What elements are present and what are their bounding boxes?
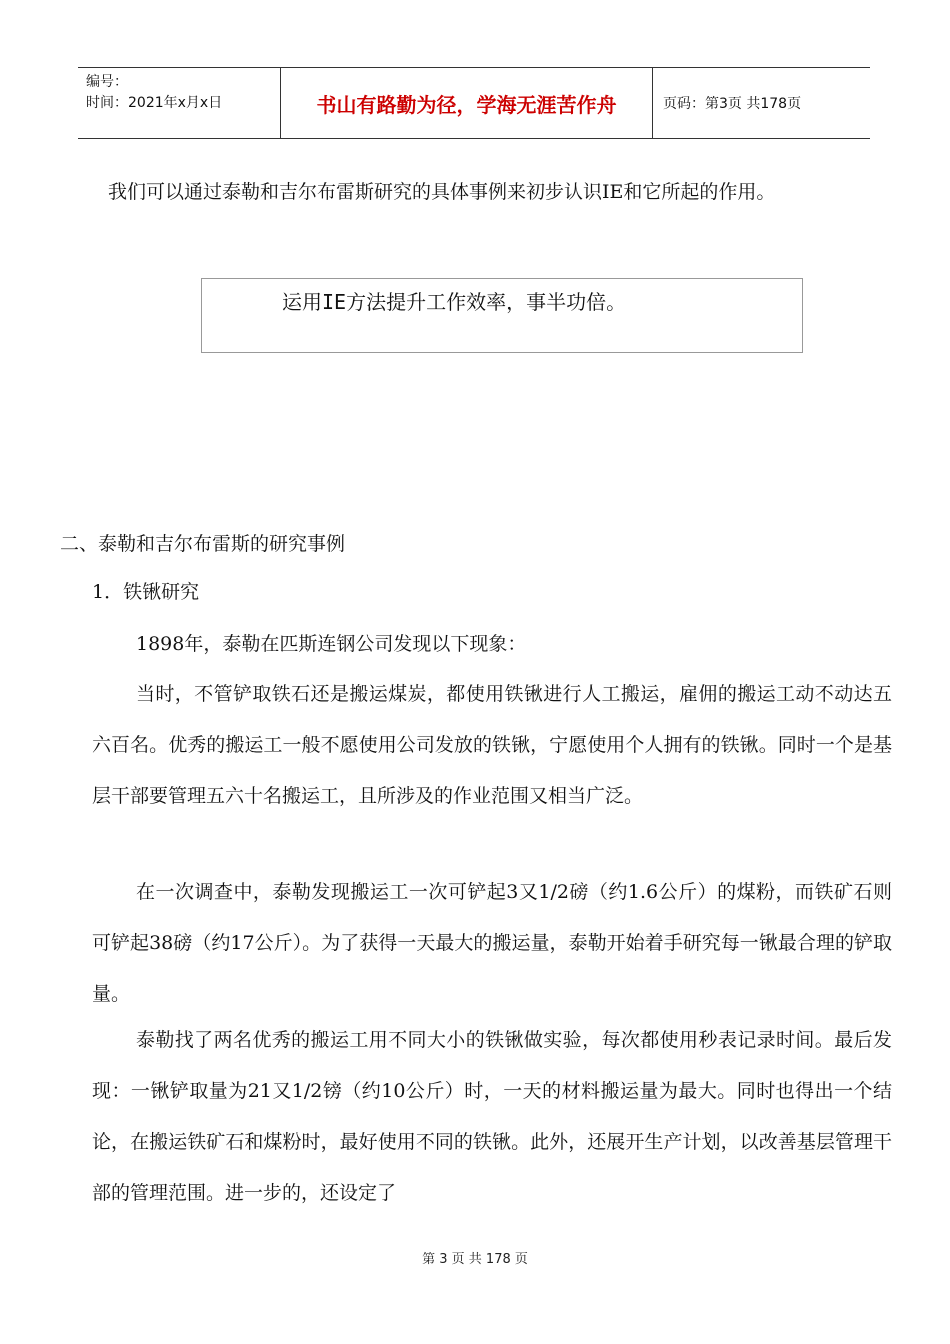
body-paragraph: 当时，不管铲取铁石还是搬运煤炭，都使用铁锹进行人工搬运，雇佣的搬运工动不动达五六百名。优秀的搬运工一般不愿使用公司发放的铁锹，宁愿使用个人拥有的铁锹。同时一个是基层干部要管理五六十名搬运工，且所涉及的作业范围又相当广泛。 — [92, 683, 892, 807]
page-header — [78, 67, 870, 139]
serial-label: 编号： — [86, 74, 128, 90]
body-paragraph: 泰勒找了两名优秀的搬运工用不同大小的铁锹做实验，每次都使用秒表记录时间。最后发现：一锹铲取量为21又1/2镑（约10公斤）时，一天的材料搬运量为最大。同时也得出一个结论，在搬运铁矿石和煤粉时，最好使用不同的铁锹。此外，还展开生产计划，以改善基层管理干部的管理范围。进一步的，还设定了 — [92, 1029, 892, 1204]
section-title: 二、泰勒和吉尔布雷斯的研究事例 — [60, 533, 346, 555]
header-motto: 书山有路勤为径，学海无涯苦作舟 — [281, 68, 653, 138]
date-label: 时间：2021年x月x日 — [86, 95, 223, 111]
header-page-info: 页码：第3页 共178页 — [663, 96, 802, 112]
callout-box — [201, 278, 803, 353]
page-footer: 第 3 页 共 178 页 — [422, 1252, 528, 1267]
body-paragraph: 1898年，泰勒在匹斯连钢公司发现以下现象： — [136, 633, 527, 655]
body-paragraph: 在一次调查中，泰勒发现搬运工一次可铲起3又1/2磅（约1.6公斤）的煤粉，而铁矿石则可铲起38磅（约17公斤）。为了获得一天最大的搬运量，泰勒开始着手研究每一锹最合理的铲取量。 — [92, 881, 892, 1005]
intro-paragraph: 我们可以通过泰勒和吉尔布雷斯研究的具体事例来初步认识IE和它所起的作用。 — [108, 181, 776, 203]
subsection-title: 1．铁锹研究 — [92, 581, 200, 603]
callout-text: 运用IE方法提升工作效率，事半功倍。 — [282, 290, 627, 314]
header-meta — [78, 68, 281, 138]
